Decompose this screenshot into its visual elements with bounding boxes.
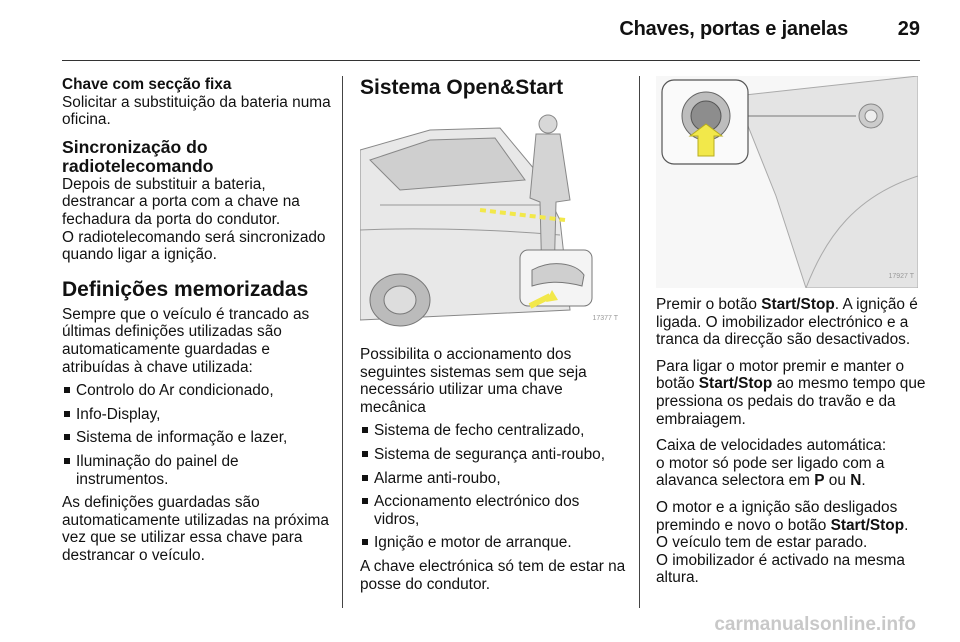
section-text-sync-1: Depois de substituir a bateria, destrancar a porta com a chave na fechadura da porta do condutor. bbox=[62, 175, 300, 228]
start-stop-paragraph-1: Premir o botão Start/Stop. A ignição é ligada. O imobilizador electrónico e a tranca da direcção são desactivados. bbox=[656, 296, 918, 349]
column-divider-2 bbox=[639, 76, 640, 608]
list-item: Sistema de segurança anti-roubo, bbox=[360, 446, 626, 464]
open-start-list bbox=[360, 422, 626, 552]
open-start-intro: Possibilita o accionamento dos seguintes sistemas sem que seja necessário utilizar uma chave mecânica bbox=[360, 346, 587, 416]
list-item: Alarme anti-roubo, bbox=[360, 470, 626, 488]
automatic-gearbox-text: o motor só pode ser ligado com a alavanca selectora em P ou N. bbox=[656, 454, 885, 490]
list-item: Accionamento electrónico dos vidros, bbox=[360, 493, 626, 528]
page-title: Chaves, portas e janelas bbox=[619, 18, 848, 40]
dashboard-drawing bbox=[656, 76, 918, 288]
column-middle bbox=[360, 76, 626, 593]
start-stop-paragraph-4: O motor e a ignição são desligados premindo e novo o botão Start/Stop. bbox=[656, 498, 909, 534]
start-button-illustration bbox=[656, 76, 918, 288]
list-item: Ignição e motor de arranque. bbox=[360, 534, 626, 552]
open-start-outro: A chave electrónica só tem de estar na posse do condutor. bbox=[360, 557, 626, 593]
section-heading-open-start: Sistema Open&Start bbox=[360, 76, 564, 99]
column-divider-1 bbox=[342, 76, 343, 608]
section-text-sync-2: O radiotelecomando será sincronizado quando ligar a ignição. bbox=[62, 228, 326, 264]
car-door-drawing bbox=[360, 110, 622, 330]
start-stop-paragraph-2: Para ligar o motor premir e manter o botão Start/Stop ao mesmo tempo que pressiona os pedais do travão e da embraiagem. bbox=[656, 357, 926, 428]
figure-number: 17377 T bbox=[592, 315, 618, 323]
figure-number: 17927 T bbox=[888, 273, 914, 281]
column-right bbox=[656, 76, 926, 587]
section-text-memory-outro: As definições guardadas são automaticamente utilizadas na próxima vez que se utilizar essa chave para destrancar o veículo. bbox=[62, 494, 329, 564]
list-item: Info-Display, bbox=[62, 406, 332, 424]
start-stop-paragraph-6: O imobilizador é activado na mesma altura. bbox=[656, 551, 905, 587]
page-header bbox=[62, 16, 920, 61]
start-stop-paragraph-5: O veículo tem de estar parado. bbox=[656, 534, 868, 552]
watermark: carmanualsonline.info bbox=[714, 614, 916, 635]
car-door-illustration bbox=[360, 110, 622, 330]
column-left bbox=[62, 76, 332, 564]
memory-list bbox=[62, 382, 332, 488]
section-heading-sync: Sincronização do radiotelecomando bbox=[62, 136, 214, 176]
list-item: Controlo do Ar condicionado, bbox=[62, 382, 332, 400]
list-item: Sistema de informação e lazer, bbox=[62, 429, 332, 447]
section-text-memory-intro: Sempre que o veículo é trancado as últimas definições utilizadas são automaticamente guardadas e atribuídas à chave utilizada: bbox=[62, 305, 310, 376]
automatic-gearbox-heading: Caixa de velocidades automática: bbox=[656, 437, 887, 455]
section-heading-memory: Definições memorizadas bbox=[62, 277, 309, 301]
list-item: Iluminação do painel de instrumentos. bbox=[62, 453, 332, 488]
section-heading-fixed-key: Chave com secção fixa bbox=[62, 76, 232, 93]
list-item: Sistema de fecho centralizado, bbox=[360, 422, 626, 440]
page-number: 29 bbox=[897, 18, 920, 40]
section-text-fixed-key: Solicitar a substituição da bateria numa oficina. bbox=[62, 93, 331, 129]
